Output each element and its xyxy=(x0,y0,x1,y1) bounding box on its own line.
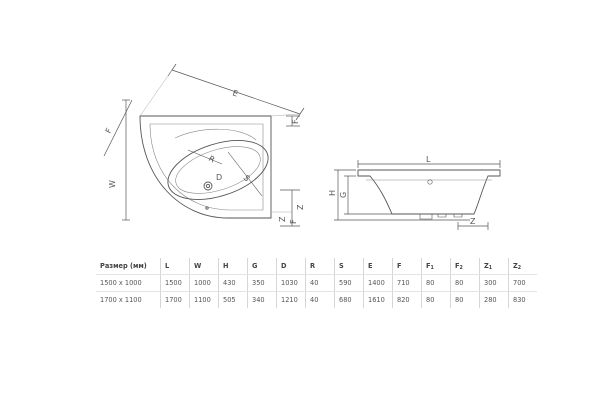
tub-inner-rim xyxy=(150,124,263,210)
header-col: S xyxy=(335,258,364,275)
side-overflow xyxy=(428,180,432,184)
table-cell: 40 xyxy=(306,292,335,309)
top-view-labels xyxy=(104,88,305,224)
header-col: W xyxy=(190,258,219,275)
header-col-sub: $F_2$ xyxy=(451,258,480,275)
label-D: D xyxy=(216,173,223,182)
table-cell: 300 xyxy=(480,275,509,292)
label-L: L xyxy=(426,155,431,164)
tub-side-outline xyxy=(358,170,500,214)
header-size-label: Размер (мм) xyxy=(96,258,161,275)
table-cell: 80 xyxy=(451,275,480,292)
table-cell: 820 xyxy=(393,292,422,309)
table-cell: 350 xyxy=(248,275,277,292)
table-cell: 1500 xyxy=(161,275,190,292)
label-E: E xyxy=(231,88,240,99)
tub-bowl xyxy=(161,129,276,211)
table-cell: 80 xyxy=(422,275,451,292)
table-cell: 40 xyxy=(306,275,335,292)
dim-S-line xyxy=(228,152,262,196)
label-G: G xyxy=(339,191,348,198)
overflow-circle xyxy=(206,207,208,209)
table-cell: 1400 xyxy=(364,275,393,292)
label-R: R xyxy=(207,153,217,165)
header-col-sub: $Z_1$ xyxy=(480,258,509,275)
table-cell: 340 xyxy=(248,292,277,309)
specifications-table xyxy=(96,258,537,308)
table-cell: 80 xyxy=(451,292,480,309)
table-cell: 280 xyxy=(480,292,509,309)
table-cell: 1700 xyxy=(161,292,190,309)
label-Z: Z xyxy=(470,217,476,226)
side-feet xyxy=(420,214,462,219)
table-row xyxy=(96,275,537,292)
header-col: D xyxy=(277,258,306,275)
table-header-row xyxy=(96,258,537,275)
header-col: F xyxy=(393,258,422,275)
header-col-sub: $F_1$ xyxy=(422,258,451,275)
headrest-contour xyxy=(175,129,256,140)
row-size-label: 1500 x 1000 xyxy=(96,275,161,292)
table-cell: 80 xyxy=(422,292,451,309)
label-F1: F xyxy=(291,119,300,124)
header-col: L xyxy=(161,258,190,275)
header-col: E xyxy=(364,258,393,275)
table-cell: 1030 xyxy=(277,275,306,292)
table-cell: 590 xyxy=(335,275,364,292)
header-col: G xyxy=(248,258,277,275)
header-col: H xyxy=(219,258,248,275)
label-H: H xyxy=(328,189,337,196)
table-row xyxy=(96,292,537,309)
table-cell: 505 xyxy=(219,292,248,309)
label-F: F xyxy=(103,126,114,135)
label-S: S xyxy=(241,173,252,184)
drain-circle xyxy=(204,182,212,190)
row-size-label: 1700 x 1100 xyxy=(96,292,161,309)
label-Z2: Z xyxy=(296,204,305,210)
tub-bowl-inner xyxy=(170,137,266,202)
table-cell: 1210 xyxy=(277,292,306,309)
table-cell: 1100 xyxy=(190,292,219,309)
top-view xyxy=(104,64,304,226)
table-cell: 1000 xyxy=(190,275,219,292)
label-F2: F xyxy=(289,219,298,224)
table-cell: 830 xyxy=(513,296,526,304)
label-Z1: Z xyxy=(278,216,287,222)
table-cell: 710 xyxy=(393,275,422,292)
label-W: W xyxy=(108,180,117,188)
table-cell: 1610 xyxy=(364,292,393,309)
table-cell: 430 xyxy=(219,275,248,292)
header-col: R xyxy=(306,258,335,275)
table-cell: 700 xyxy=(509,275,538,292)
table-cell: 680 xyxy=(335,292,364,309)
dim-R-line xyxy=(188,150,222,164)
header-col-sub: $Z_2$ xyxy=(509,258,538,275)
